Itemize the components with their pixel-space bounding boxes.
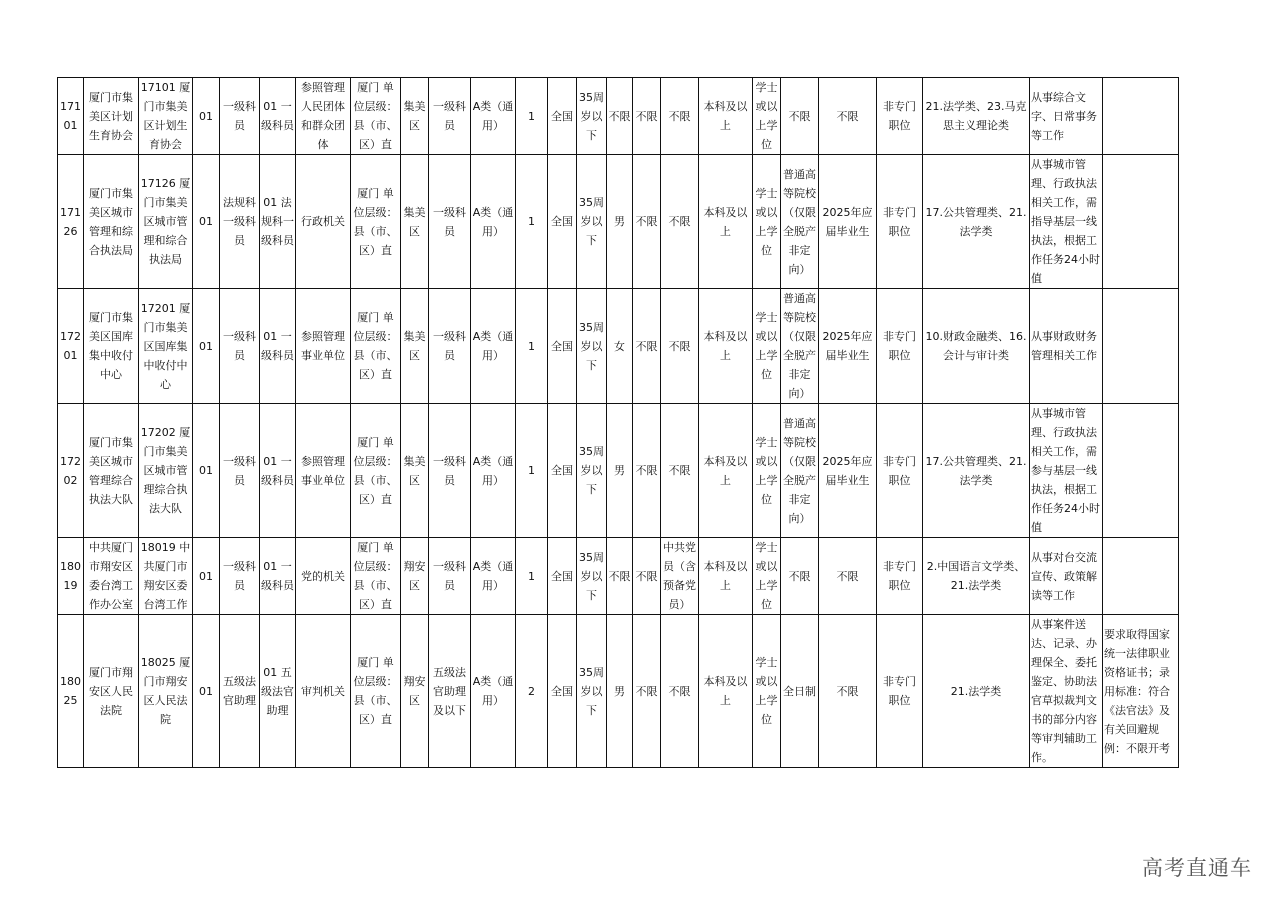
table-row [58,78,1179,155]
cell-special: 非专门职位 [877,289,923,404]
cell-unit-nature: 行政机关 [296,155,351,289]
cell-position: 一级科员 [220,538,260,615]
cell-district: 翔安区 [401,538,429,615]
cell-school: 普通高等院校（仅限全脱产非定向） [781,289,819,404]
cell-degree: 学士或以上学位 [753,155,781,289]
cell-major: 2.中国语言文学类、21.法学类 [923,538,1030,615]
cell-unit: 厦门市集美区国库集中收付中心 [84,289,139,404]
cell-unit: 厦门市翔安区人民法院 [84,615,139,768]
cell-politics: 不限 [661,289,699,404]
cell-position-no: 01 [193,615,220,768]
cell-gender: 女 [607,289,633,404]
cell-level: 厦门 单位层级：县（市、区）直 [351,615,401,768]
cell-position-code-name: 01 一级科员 [260,538,296,615]
cell-age: 35周岁以下 [577,289,607,404]
cell-gender: 男 [607,404,633,538]
cell-scope: 全国 [548,404,577,538]
cell-special: 非专门职位 [877,538,923,615]
cell-note [1103,538,1179,615]
cell-position-code-name: 01 一级科员 [260,78,296,155]
cell-count: 1 [516,78,548,155]
cell-note [1103,155,1179,289]
cell-age: 35周岁以下 [577,615,607,768]
cell-unit-nature: 参照管理人民团体和群众团体 [296,78,351,155]
cell-degree: 学士或以上学位 [753,615,781,768]
cell-special: 非专门职位 [877,155,923,289]
cell-note [1103,78,1179,155]
cell-politics: 中共党员（含预备党员） [661,538,699,615]
cell-unit-code-name: 18019 中共厦门市翔安区委台湾工作 [139,538,193,615]
cell-scope: 全国 [548,289,577,404]
cell-scope: 全国 [548,538,577,615]
cell-rank: 一级科员 [429,155,471,289]
cell-position: 五级法官助理 [220,615,260,768]
cell-age: 35周岁以下 [577,155,607,289]
cell-duty: 从事对台交流宣传、政策解读等工作 [1030,538,1103,615]
cell-exam-type: A类（通用） [471,538,516,615]
cell-age: 35周岁以下 [577,538,607,615]
cell-school: 不限 [781,78,819,155]
cell-unit-code-name: 17126 厦门市集美区城市管理和综合执法局 [139,155,193,289]
cell-district: 集美区 [401,289,429,404]
cell-degree: 学士或以上学位 [753,538,781,615]
cell-graduate: 2025年应届毕业生 [819,404,877,538]
cell-age: 35周岁以下 [577,78,607,155]
cell-exam-type: A类（通用） [471,615,516,768]
cell-unit: 厦门市集美区计划生育协会 [84,78,139,155]
cell-rank: 一级科员 [429,404,471,538]
cell-count: 1 [516,289,548,404]
cell-school: 普通高等院校（仅限全脱产非定向） [781,404,819,538]
cell-position-code-name: 01 一级科员 [260,404,296,538]
cell-position: 一级科员 [220,78,260,155]
cell-position-code-name: 01 法规科一级科员 [260,155,296,289]
cell-gender: 不限 [607,78,633,155]
cell-gender: 男 [607,615,633,768]
cell-ethnic: 不限 [633,155,661,289]
cell-degree: 学士或以上学位 [753,404,781,538]
table-row [58,289,1179,404]
cell-school: 不限 [781,538,819,615]
cell-ethnic: 不限 [633,404,661,538]
cell-rank: 一级科员 [429,78,471,155]
cell-district: 集美区 [401,404,429,538]
cell-special: 非专门职位 [877,78,923,155]
cell-unit: 厦门市集美区城市管理和综合执法局 [84,155,139,289]
cell-position: 一级科员 [220,289,260,404]
cell-gender: 男 [607,155,633,289]
cell-politics: 不限 [661,615,699,768]
cell-school: 普通高等院校（仅限全脱产非定向） [781,155,819,289]
cell-code: 17202 [58,404,84,538]
cell-exam-type: A类（通用） [471,78,516,155]
cell-ethnic: 不限 [633,615,661,768]
cell-politics: 不限 [661,155,699,289]
cell-count: 2 [516,615,548,768]
cell-gender: 不限 [607,538,633,615]
cell-graduate: 不限 [819,538,877,615]
cell-position: 一级科员 [220,404,260,538]
watermark: 高考直通车 [1142,856,1252,880]
cell-position-no: 01 [193,78,220,155]
table-row [58,155,1179,289]
cell-unit-code-name: 17201 厦门市集美区国库集中收付中心 [139,289,193,404]
cell-special: 非专门职位 [877,615,923,768]
cell-note: 要求取得国家统一法律职业资格证书；录用标准：符合《法官法》及有关回避规例：不限开考 [1103,615,1179,768]
cell-position: 法规科一级科员 [220,155,260,289]
cell-exam-type: A类（通用） [471,404,516,538]
cell-major: 17.公共管理类、21.法学类 [923,404,1030,538]
cell-ethnic: 不限 [633,289,661,404]
cell-politics: 不限 [661,78,699,155]
cell-degree: 学士或以上学位 [753,78,781,155]
cell-graduate: 2025年应届毕业生 [819,289,877,404]
cell-level: 厦门 单位层级：县（市、区）直 [351,404,401,538]
cell-age: 35周岁以下 [577,404,607,538]
cell-unit-code-name: 17101 厦门市集美区计划生育协会 [139,78,193,155]
cell-major: 21.法学类、23.马克思主义理论类 [923,78,1030,155]
cell-scope: 全国 [548,78,577,155]
cell-unit-nature: 审判机关 [296,615,351,768]
cell-rank: 一级科员 [429,289,471,404]
table-row [58,538,1179,615]
cell-major: 10.财政金融类、16.会计与审计类 [923,289,1030,404]
cell-code: 17201 [58,289,84,404]
table-row [58,615,1179,768]
cell-position-no: 01 [193,404,220,538]
cell-unit-nature: 党的机关 [296,538,351,615]
recruitment-table [57,77,1179,768]
cell-duty: 从事财政财务管理相关工作 [1030,289,1103,404]
cell-position-code-name: 01 五级法官助理 [260,615,296,768]
cell-code: 17126 [58,155,84,289]
cell-duty: 从事案件送达、记录、办理保全、委托鉴定、协助法官草拟裁判文书的部分内容等审判辅助工作。 [1030,615,1103,768]
cell-district: 翔安区 [401,615,429,768]
cell-unit-nature: 参照管理事业单位 [296,404,351,538]
cell-duty: 从事综合文字、日常事务等工作 [1030,78,1103,155]
cell-code: 18025 [58,615,84,768]
cell-ethnic: 不限 [633,538,661,615]
cell-rank: 一级科员 [429,538,471,615]
cell-ethnic: 不限 [633,78,661,155]
cell-count: 1 [516,155,548,289]
cell-special: 非专门职位 [877,404,923,538]
cell-degree: 学士或以上学位 [753,289,781,404]
cell-count: 1 [516,538,548,615]
cell-position-code-name: 01 一级科员 [260,289,296,404]
table-row [58,404,1179,538]
cell-politics: 不限 [661,404,699,538]
cell-rank: 五级法官助理及以下 [429,615,471,768]
cell-level: 厦门 单位层级：县（市、区）直 [351,155,401,289]
cell-unit-nature: 参照管理事业单位 [296,289,351,404]
cell-level: 厦门 单位层级：县（市、区）直 [351,78,401,155]
cell-major: 21.法学类 [923,615,1030,768]
cell-education: 本科及以上 [699,289,753,404]
cell-exam-type: A类（通用） [471,155,516,289]
cell-level: 厦门 单位层级：县（市、区）直 [351,289,401,404]
cell-note [1103,289,1179,404]
table-body [58,78,1179,768]
cell-position-no: 01 [193,538,220,615]
cell-scope: 全国 [548,155,577,289]
cell-count: 1 [516,404,548,538]
cell-major: 17.公共管理类、21.法学类 [923,155,1030,289]
cell-position-no: 01 [193,155,220,289]
cell-district: 集美区 [401,78,429,155]
cell-level: 厦门 单位层级：县（市、区）直 [351,538,401,615]
cell-graduate: 不限 [819,78,877,155]
cell-education: 本科及以上 [699,538,753,615]
cell-duty: 从事城市管理、行政执法相关工作，需指导基层一线执法，根据工作任务24小时值 [1030,155,1103,289]
cell-position-no: 01 [193,289,220,404]
cell-graduate: 不限 [819,615,877,768]
cell-education: 本科及以上 [699,78,753,155]
cell-code: 18019 [58,538,84,615]
cell-note [1103,404,1179,538]
cell-code: 17101 [58,78,84,155]
cell-exam-type: A类（通用） [471,289,516,404]
cell-district: 集美区 [401,155,429,289]
cell-unit: 厦门市集美区城市管理综合执法大队 [84,404,139,538]
cell-education: 本科及以上 [699,155,753,289]
cell-duty: 从事城市管理、行政执法相关工作，需参与基层一线执法，根据工作任务24小时值 [1030,404,1103,538]
cell-unit-code-name: 17202 厦门市集美区城市管理综合执法大队 [139,404,193,538]
cell-school: 全日制 [781,615,819,768]
cell-education: 本科及以上 [699,615,753,768]
cell-scope: 全国 [548,615,577,768]
cell-graduate: 2025年应届毕业生 [819,155,877,289]
cell-education: 本科及以上 [699,404,753,538]
cell-unit-code-name: 18025 厦门市翔安区人民法院 [139,615,193,768]
cell-unit: 中共厦门市翔安区委台湾工作办公室 [84,538,139,615]
